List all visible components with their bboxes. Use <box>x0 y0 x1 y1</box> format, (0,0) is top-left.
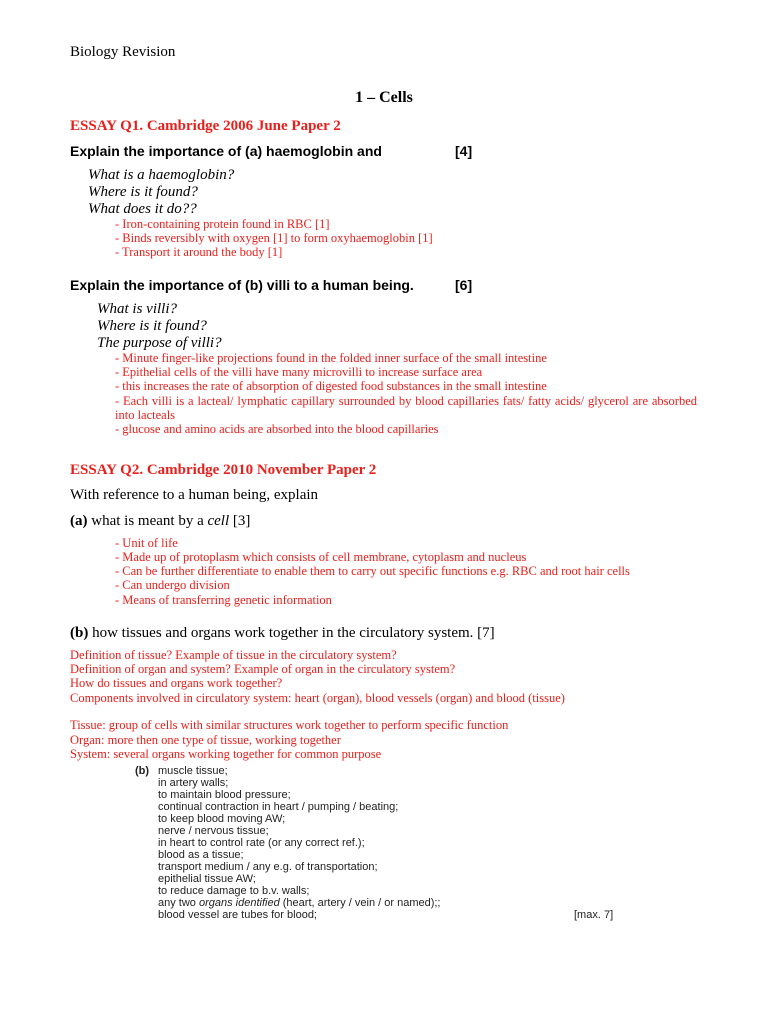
essay1-a-answer-1: - Iron-containing protein found in RBC [1] <box>115 217 330 231</box>
essay1-b-answer-1: - Minute finger-like projections found in the folded inner surface of the small intestine <box>115 351 547 365</box>
mark-scheme-organs-italic: organs identified <box>198 897 280 909</box>
mark-scheme-organs-after: (heart, artery / vein / or named);; <box>279 897 441 909</box>
mark-scheme-line-9: transport medium / any e.g. of transportation; <box>158 861 378 873</box>
mark-scheme-line-2: in artery walls; <box>158 777 229 789</box>
essay1-b-answer-2: - Epithelial cells of the villi have many microvilli to increase surface area <box>115 365 483 379</box>
essay1-b-prompt-2: Where is it found? <box>97 318 207 334</box>
mark-scheme-line-11: to reduce damage to b.v. walls; <box>158 885 310 897</box>
essay1-a-answer-3: - Transport it around the body [1] <box>115 245 283 259</box>
mark-scheme-line-4: continual contraction in heart / pumping / beating; <box>158 801 399 813</box>
essay2-b-definition-tissue: Tissue: group of cells with similar structures work together to perform specific function <box>70 718 509 732</box>
mark-scheme-line-3: to maintain blood pressure; <box>158 789 291 801</box>
essay2-b-guide-4: Components involved in circulatory system: heart (organ), blood vessels (organ) and blood (tissue) <box>70 691 565 705</box>
essay2-a-answer-5: - Means of transferring genetic information <box>115 593 332 607</box>
essay2-question-a-term: cell <box>207 513 230 529</box>
mark-scheme-organs-before: any two <box>158 897 199 909</box>
essay1-heading: ESSAY Q1. Cambridge 2006 June Paper 2 <box>70 118 341 134</box>
essay2-b-definition-system: System: several organs working together for common purpose <box>70 747 382 761</box>
mark-scheme-max-marks: [max. 7] <box>574 909 614 921</box>
document-header: Biology Revision <box>70 44 176 60</box>
essay2-a-answer-4: - Can undergo division <box>115 578 230 592</box>
essay1-a-prompt-2: Where is it found? <box>88 184 198 200</box>
mark-scheme-line-5: to keep blood moving AW; <box>158 813 286 825</box>
essay1-b-answer-3: - this increases the rate of absorption of digested food substances in the small intestine <box>115 379 547 393</box>
essay1-question-b: Explain the importance of (b) villi to a human being. <box>70 277 414 293</box>
essay2-question-a-label: (a) <box>70 513 88 529</box>
essay1-a-prompt-1: What is a haemoglobin? <box>88 167 235 183</box>
mark-scheme-line-organs <box>158 897 441 909</box>
mark-scheme-line-8: blood as a tissue; <box>158 849 244 861</box>
essay2-heading: ESSAY Q2. Cambridge 2010 November Paper 2 <box>70 462 377 478</box>
mark-scheme-line-1: muscle tissue; <box>158 765 228 777</box>
essay2-a-answer-1: - Unit of life <box>115 536 178 550</box>
essay2-question-b-label: (b) <box>70 625 89 641</box>
essay2-question-a-marks: [3] <box>229 513 251 529</box>
essay2-a-answer-3: - Can be further differentiate to enable them to carry out specific functions e.g. RBC and root hair cells <box>115 564 630 578</box>
essay2-question-b <box>70 625 495 642</box>
page-title: 1 – Cells <box>355 89 413 106</box>
essay2-question-a <box>70 513 250 530</box>
essay2-a-answer-2: - Made up of protoplasm which consists of cell membrane, cytoplasm and nucleus <box>115 550 527 564</box>
essay2-b-definition-organ: Organ: more then one type of tissue, working together <box>70 733 341 747</box>
essay1-question-a-marks: [4] <box>455 143 473 159</box>
mark-scheme-line-10: epithelial tissue AW; <box>158 873 256 885</box>
essay1-a-prompt-3: What does it do?? <box>88 201 197 217</box>
essay1-b-prompt-3: The purpose of villi? <box>97 335 222 351</box>
essay1-a-answer-2: - Binds reversibly with oxygen [1] to form oxyhaemoglobin [1] <box>115 231 433 245</box>
essay1-question-a: Explain the importance of (a) haemoglobin and <box>70 143 382 159</box>
essay1-b-prompt-1: What is villi? <box>97 301 177 317</box>
essay2-question-a-text: what is meant by a <box>87 513 208 529</box>
essay2-intro: With reference to a human being, explain <box>70 487 319 503</box>
essay1-question-b-marks: [6] <box>455 277 473 293</box>
mark-scheme-label: (b) <box>135 765 150 777</box>
essay2-question-b-text: how tissues and organs work together in the circulatory system. [7] <box>88 625 495 641</box>
mark-scheme-line-last: blood vessel are tubes for blood; <box>158 909 317 921</box>
essay1-b-answer-4: - Each villi is a lacteal/ lymphatic capillary surrounded by blood capillaries fats/ fatty acids/ glycerol are absorbed into lacteals <box>115 394 697 422</box>
essay2-b-guide-3: How do tissues and organs work together? <box>70 676 283 690</box>
essay1-b-answer-5: - glucose and amino acids are absorbed into the blood capillaries <box>115 422 439 436</box>
mark-scheme-line-7: in heart to control rate (or any correct ref.); <box>158 837 365 849</box>
essay2-b-guide-1: Definition of tissue? Example of tissue in the circulatory system? <box>70 648 397 662</box>
essay2-b-guide-2: Definition of organ and system? Example of organ in the circulatory system? <box>70 662 456 676</box>
mark-scheme-line-6: nerve / nervous tissue; <box>158 825 269 837</box>
